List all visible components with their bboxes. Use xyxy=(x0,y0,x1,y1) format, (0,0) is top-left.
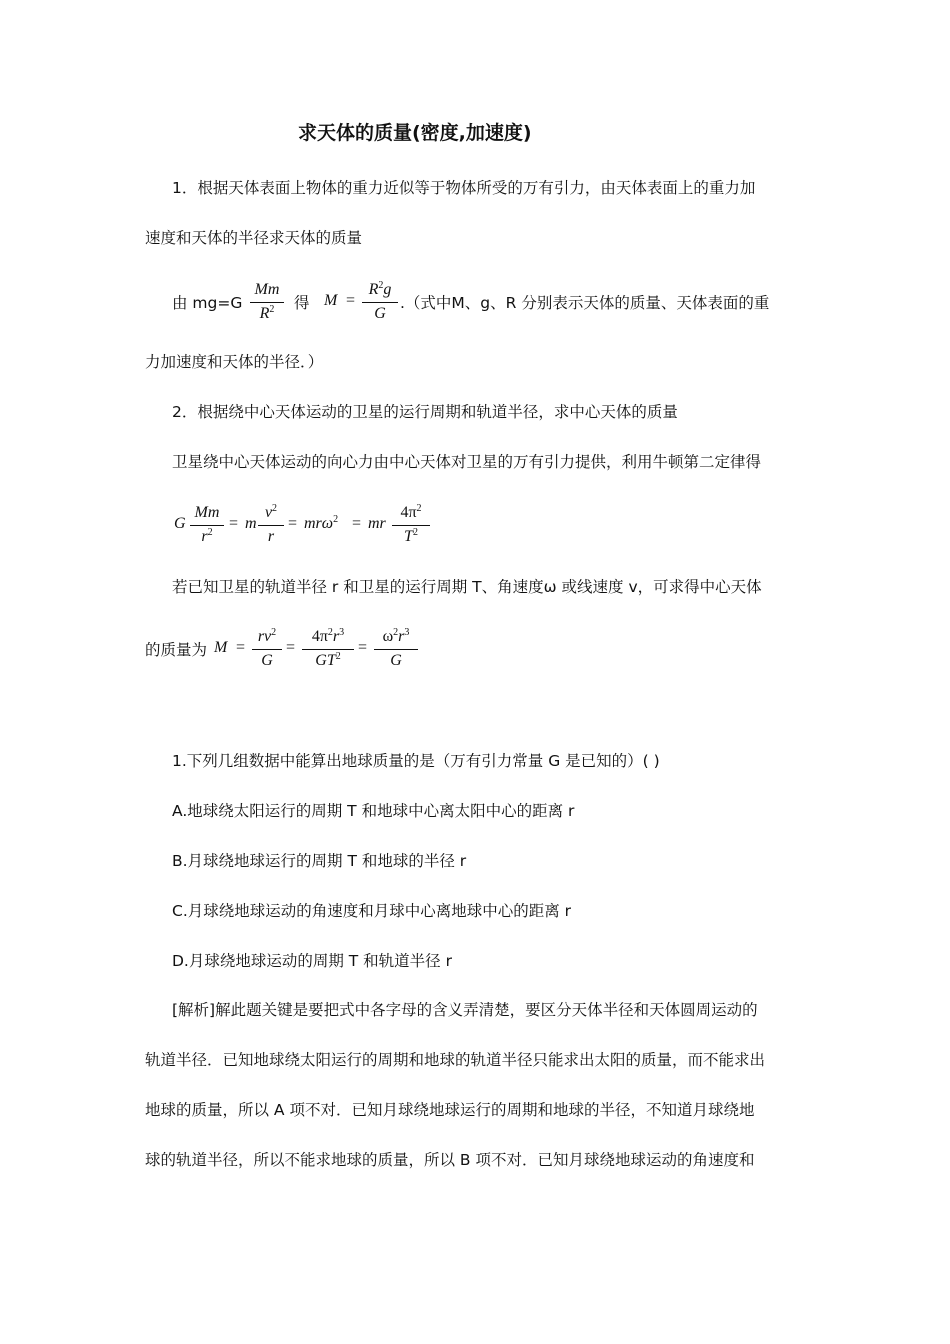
option-c: C.月球绕地球运动的角速度和月球中心离地球中心的距离 r xyxy=(172,902,572,920)
question-stem: 1.下列几组数据中能算出地球质量的是（万有引力常量 G 是已知的）( ) xyxy=(172,752,660,770)
eq2-M: M xyxy=(214,639,228,656)
fraction-bar xyxy=(374,649,418,650)
num-r: r xyxy=(332,628,340,645)
fraction-Mm-over-R2 xyxy=(250,281,284,325)
den-base: R xyxy=(259,305,270,322)
omega-exponent: 2 xyxy=(333,514,339,525)
numerator: Mm xyxy=(194,504,220,521)
numerator xyxy=(392,504,430,524)
den-exponent: 2 xyxy=(335,651,341,662)
section2-line3: 若已知卫星的轨道半径 r 和卫星的运行周期 T、角速度ω 或线速度 v，可求得中心天体 xyxy=(172,578,762,596)
analysis-line-3: 地球的质量，所以 A 项不对．已知月球绕地球运行的周期和地球的半径，不知道月球绕地 xyxy=(145,1101,755,1119)
r-exponent: 3 xyxy=(339,627,345,638)
eq1-fraction-Mm-over-r2 xyxy=(190,504,224,548)
numerator xyxy=(302,628,354,648)
r-exponent: 3 xyxy=(404,627,410,638)
numerator xyxy=(374,628,418,648)
omega-exponent: 2 xyxy=(393,627,399,638)
section1-line1: 1．根据天体表面上物体的重力近似等于物体所受的万有引力，由天体表面上的重力加 xyxy=(172,179,756,197)
denominator xyxy=(392,528,430,548)
fraction-bar xyxy=(362,302,398,303)
pi-exponent: 2 xyxy=(327,627,333,638)
eq1-G: G xyxy=(174,515,186,532)
num-base: v xyxy=(264,504,273,521)
section1-line2: 速度和天体的半径求天体的质量 xyxy=(145,229,363,247)
denominator: G xyxy=(374,305,386,322)
option-b: B.月球绕地球运行的周期 T 和地球的半径 r xyxy=(172,852,467,870)
fraction-R2g-over-G xyxy=(362,281,398,325)
formula-suffix: .（式中M、g、R 分别表示天体的质量、天体表面的重 xyxy=(400,294,770,312)
lhs-M: M xyxy=(324,292,338,309)
eq1-m: m xyxy=(245,515,257,532)
numerator xyxy=(362,281,398,301)
equals-sign-2: = xyxy=(286,639,296,656)
numerator xyxy=(258,504,284,524)
num-omega: ω xyxy=(382,628,394,645)
den-exponent: 2 xyxy=(412,527,418,538)
num-exponent: 2 xyxy=(272,503,278,514)
formula-mid: 得 xyxy=(294,294,310,312)
mr-omega-text: mrω xyxy=(304,515,334,532)
denominator: r xyxy=(267,528,275,545)
den-base: r xyxy=(201,528,208,545)
fraction-bar xyxy=(258,525,284,526)
den-base: T xyxy=(404,528,413,545)
equals-sign-2: = xyxy=(288,515,298,532)
fraction-bar xyxy=(190,525,224,526)
eq2-fraction-rv2-over-G xyxy=(252,628,282,672)
num-r: r xyxy=(398,628,405,645)
numerator: Mm xyxy=(254,281,280,298)
page-title: 求天体的质量(密度,加速度) xyxy=(298,122,532,144)
num-base: rv xyxy=(257,628,272,645)
option-d: D.月球绕地球运动的周期 T 和轨道半径 r xyxy=(172,952,452,970)
eq1-mr-omega xyxy=(304,515,338,533)
equals-sign-3: = xyxy=(352,515,362,532)
formula-prefix: 由 mg=G xyxy=(172,294,243,312)
num-exponent: 2 xyxy=(378,280,384,291)
num-g: g xyxy=(383,281,392,298)
denominator xyxy=(302,652,354,672)
analysis-line-2: 轨道半径．已知地球绕太阳运行的周期和地球的轨道半径只能求出太阳的质量，而不能求出 xyxy=(145,1051,766,1069)
section2-line1: 2．根据绕中心天体运动的卫星的运行周期和轨道半径，求中心天体的质量 xyxy=(172,403,678,421)
numerator xyxy=(252,628,282,648)
denominator xyxy=(190,528,224,548)
num-exponent: 2 xyxy=(271,627,277,638)
num-R: R xyxy=(368,281,379,298)
analysis-line-1: [解析]解此题关键是要把式中各字母的含义弄清楚，要区分天体半径和天体圆周运动的 xyxy=(172,1001,758,1019)
fraction-bar xyxy=(302,649,354,650)
option-a: A.地球绕太阳运行的周期 T 和地球中心离太阳中心的距离 r xyxy=(172,802,575,820)
fraction-bar xyxy=(252,649,282,650)
eq2-fraction-omega2r3-over-G xyxy=(374,628,418,672)
denominator: G xyxy=(390,652,402,669)
eq1-fraction-4pi2-over-T2 xyxy=(392,504,430,548)
eq1-fraction-v2-over-r xyxy=(258,504,284,548)
equals-sign-1: = xyxy=(229,515,239,532)
eq2-fraction-4pi2r3-over-GT2 xyxy=(302,628,354,672)
den-base: GT xyxy=(315,652,336,669)
num-exponent: 2 xyxy=(416,503,422,514)
fraction-bar xyxy=(250,302,284,303)
analysis-line-4: 球的轨道半径，所以不能求地球的质量，所以 B 项不对．已知月球绕地球运动的角速度和 xyxy=(145,1151,755,1169)
num-base: 4π xyxy=(400,504,417,521)
section1-line4: 力加速度和天体的半径．） xyxy=(145,353,324,371)
denominator xyxy=(250,305,284,325)
equals-sign: = xyxy=(346,292,356,309)
denominator: G xyxy=(261,652,273,669)
eq1-mr: mr xyxy=(368,515,386,532)
section2-line2: 卫星绕中心天体运动的向心力由中心天体对卫星的万有引力提供，利用牛顿第二定律得 xyxy=(172,453,762,471)
fraction-bar xyxy=(392,525,430,526)
equals-sign-3: = xyxy=(358,639,368,656)
den-exponent: 2 xyxy=(207,527,213,538)
num-4pi: 4π xyxy=(311,628,328,645)
den-exponent: 2 xyxy=(269,304,275,315)
line4-prefix: 的质量为 xyxy=(145,641,208,659)
equals-sign-1: = xyxy=(236,639,246,656)
